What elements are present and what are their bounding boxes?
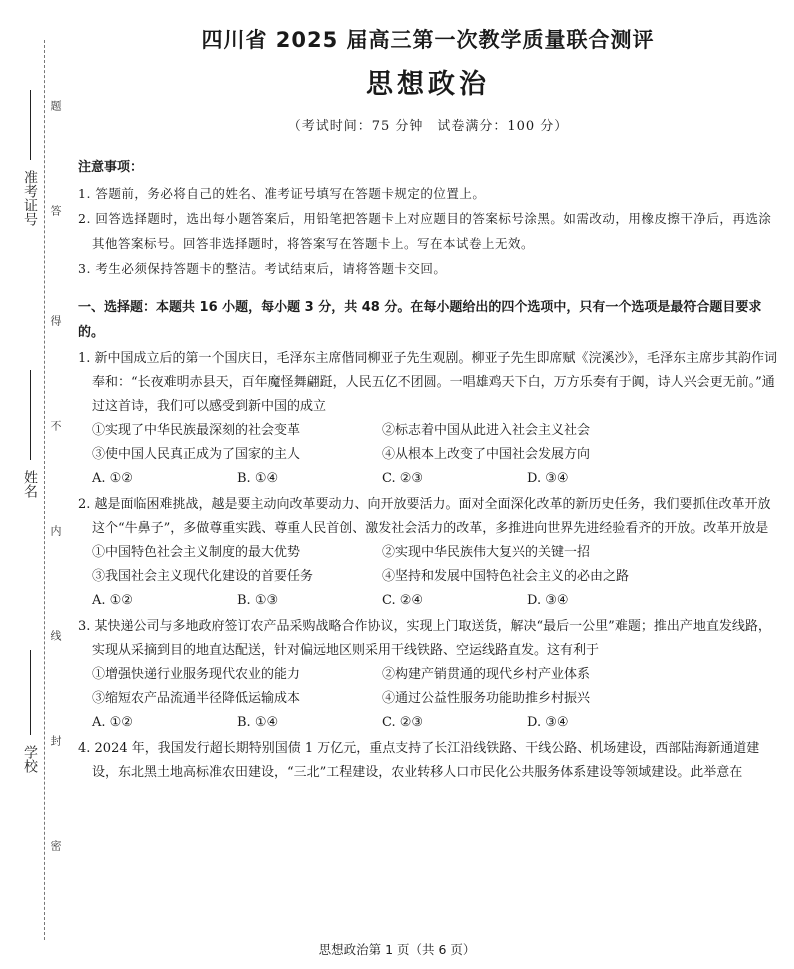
note-item: 1. 答题前，务必将自己的姓名、准考证号填写在答题卡规定的位置上。 — [78, 186, 486, 201]
question-3-stem: 3. 某快递公司与多地政府签订农产品采购战略合作协议，实现上门取送货，解决“最后一公里”难题；推出产地直发线路，实现从采摘到目的地直达配送，针对偏远地区则采用干线铁路、空运线路直发。这有利于 — [78, 619, 771, 658]
margin-warning-char: 题 — [49, 100, 62, 111]
exam-number-line — [30, 90, 31, 160]
choice-c: C. ②③ — [382, 471, 424, 486]
choice-c: C. ②③ — [382, 715, 424, 730]
margin-warning-char: 线 — [49, 630, 62, 641]
notes-title: 注意事项： — [78, 160, 144, 175]
cut-line — [44, 40, 45, 940]
exam-info: （考试时间：75 分钟 试卷满分：100 分） — [287, 119, 569, 134]
question-2-statements — [78, 541, 778, 589]
statement: ①中国特色社会主义制度的最大优势 — [92, 545, 301, 560]
choice-b: B. ①④ — [237, 715, 279, 730]
page-footer: 思想政治第 1 页（共 6 页） — [318, 942, 476, 957]
statement: ④从根本上改变了中国社会发展方向 — [382, 447, 591, 462]
margin-warning-char: 密 — [49, 840, 62, 851]
name-line — [30, 370, 31, 460]
margin-warning-char: 答 — [49, 205, 62, 216]
question-3-choices — [78, 711, 778, 735]
note-item: 3. 考生必须保持答题卡的整洁。考试结束后，请将答题卡交回。 — [78, 261, 447, 276]
choice-b: B. ①③ — [237, 593, 279, 608]
margin-warning-char: 不 — [49, 420, 62, 431]
statement: ①实现了中华民族最深刻的社会变革 — [92, 423, 301, 438]
question-1-statements — [78, 419, 778, 467]
statement: ②实现中华民族伟大复兴的关键一招 — [382, 545, 591, 560]
choice-d: D. ③④ — [527, 471, 569, 486]
margin-warning-char: 内 — [49, 525, 62, 536]
statement: ①增强快递行业服务现代农业的能力 — [92, 667, 301, 682]
statement: ③缩短农产品流通半径降低运输成本 — [92, 691, 301, 706]
choice-b: B. ①④ — [237, 471, 279, 486]
question-2-choices — [78, 589, 778, 613]
exam-page — [78, 18, 778, 785]
choice-c: C. ②④ — [382, 593, 424, 608]
statement: ④坚持和发展中国特色社会主义的必由之路 — [382, 569, 630, 584]
question-1-stem: 1. 新中国成立后的第一个国庆日，毛泽东主席偕同柳亚子先生观剧。柳亚子先生即席赋《浣溪沙》，毛泽东主席步其韵作词奉和：“长夜难明赤县天，百年魔怪舞翩跹，人民五亿不团圆。一唱雄鸡天下白，万方乐奏有于阗，诗人兴会更无前。”通过这首诗，我们可以感受到新中国的成立 — [78, 351, 778, 414]
statement: ②标志着中国从此进入社会主义社会 — [382, 423, 591, 438]
question-2-stem: 2. 越是面临困难挑战，越是要主动向改革要动力、向开放要活力。面对全面深化改革的新历史任务，我们要抓住改革开放这个“牛鼻子”，多做尊重实践、尊重人民首创、激发社会活力的改革，多推进向世界先进经验看齐的开放。改革开放是 — [78, 497, 771, 536]
choice-a: A. ①② — [92, 715, 133, 730]
choice-a: A. ①② — [92, 471, 133, 486]
margin-warning-char: 得 — [49, 315, 62, 326]
margin-field-name: 姓名 — [22, 470, 38, 498]
subject-title: 思想政治 — [366, 69, 490, 100]
question-4-stem: 4. 2024 年，我国发行超长期特别国债 1 万亿元，重点支持了长江沿线铁路、干线公路、机场建设，西部陆海新通道建设，东北黑土地高标准农田建设，“三北”工程建设，农业转移人口市民化公共服务体系建设等领域建设。此举意在 — [78, 741, 760, 780]
choice-d: D. ③④ — [527, 593, 569, 608]
choice-d: D. ③④ — [527, 715, 569, 730]
school-line — [30, 650, 31, 735]
statement: ③我国社会主义现代化建设的首要任务 — [92, 569, 314, 584]
question-1-choices — [78, 467, 778, 491]
binding-margin — [0, 0, 70, 969]
margin-field-school: 学校 — [22, 745, 38, 773]
note-item: 2. 回答选择题时，选出每小题答案后，用铅笔把答题卡上对应题目的答案标号涂黑。如需改动，用橡皮擦干净后，再选涂其他答案标号。回答非选择题时，将答案写在答题卡上。写在本试卷上无效。 — [78, 211, 772, 251]
statement: ④通过公益性服务功能助推乡村振兴 — [382, 691, 591, 706]
section-title: 一、选择题：本题共 16 小题，每小题 3 分，共 48 分。在每小题给出的四个选项中，只有一个选项是最符合题目要求的。 — [78, 300, 762, 340]
question-3-statements — [78, 663, 778, 711]
margin-field-exam-number: 准考证号 — [22, 170, 38, 226]
choice-a: A. ①② — [92, 593, 133, 608]
statement: ③使中国人民真正成为了国家的主人 — [92, 447, 301, 462]
margin-warning-char: 封 — [49, 735, 62, 746]
statement: ②构建产销贯通的现代乡村产业体系 — [382, 667, 591, 682]
exam-title: 四川省 2025 届高三第一次教学质量联合测评 — [201, 28, 655, 52]
